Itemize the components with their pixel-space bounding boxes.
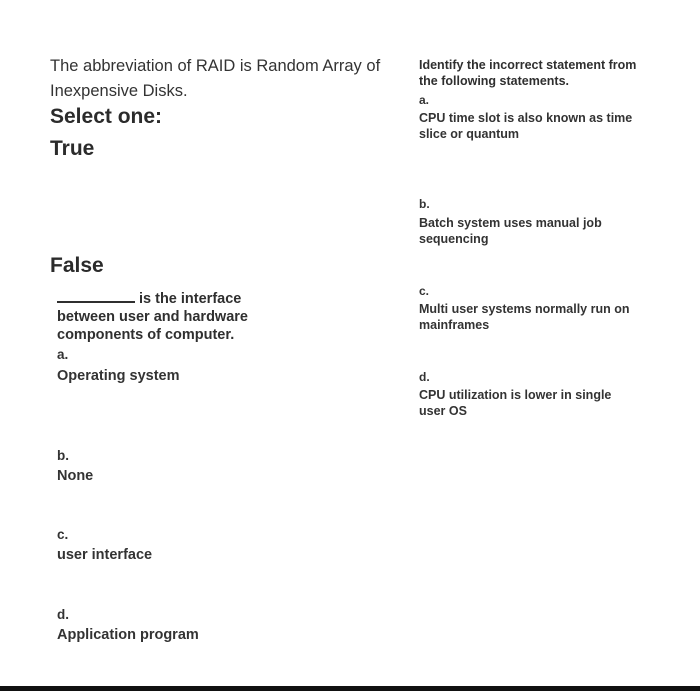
interface-option-c-letter: c.: [57, 527, 69, 542]
statement-option-c[interactable]: Multi user systems normally run on mainframes: [419, 302, 630, 332]
interface-option-d-letter: d.: [57, 607, 69, 622]
statement-option-b[interactable]: Batch system uses manual job sequencing: [419, 216, 602, 246]
bottom-border: [0, 686, 700, 691]
statement-option-a[interactable]: CPU time slot is also known as time slice or quantum: [419, 111, 633, 141]
statement-option-d-letter: d.: [419, 370, 430, 384]
interface-question-label: is the interface between user and hardware components of computer.: [57, 291, 248, 343]
interface-option-b[interactable]: None: [57, 468, 94, 484]
statement-option-a-letter: a.: [419, 93, 430, 107]
interface-option-c[interactable]: user interface: [57, 547, 153, 563]
interface-option-a[interactable]: Operating system: [57, 368, 180, 384]
interface-question-text: [57, 289, 297, 344]
statement-option-c-letter: c.: [419, 284, 430, 298]
statement-option-d[interactable]: CPU utilization is lower in single user OS: [419, 388, 612, 418]
option-false[interactable]: False: [50, 254, 104, 277]
interface-option-d[interactable]: Application program: [57, 627, 199, 643]
interface-option-a-letter: a.: [57, 347, 69, 362]
incorrect-statement-question-text: Identify the incorrect statement from the following statements.: [419, 58, 637, 88]
statement-option-b-letter: b.: [419, 197, 430, 211]
option-true[interactable]: True: [50, 137, 95, 160]
select-one-label: Select one:: [50, 105, 163, 128]
raid-question-text: The abbreviation of RAID is Random Array of Inexpensive Disks.: [50, 57, 381, 100]
interface-option-b-letter: b.: [57, 448, 69, 463]
answer-blank: [57, 289, 135, 303]
